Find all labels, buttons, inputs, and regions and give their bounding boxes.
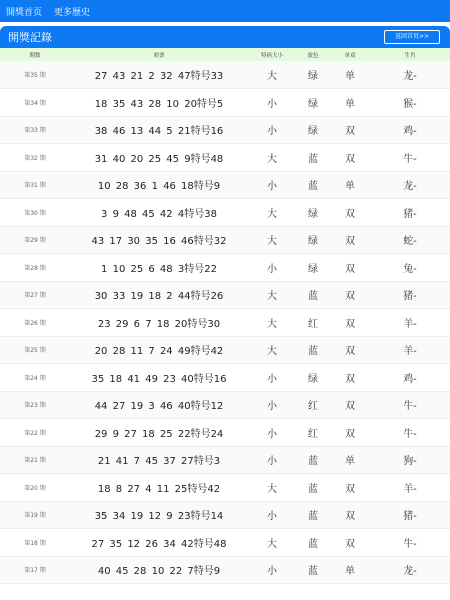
table-row	[0, 501, 450, 529]
color-cell: 红	[308, 401, 318, 413]
header-size: 特码大小	[260, 52, 283, 59]
size-cell: 大	[267, 318, 277, 330]
table-row	[0, 529, 450, 557]
numbers-cell: 30 33 19 18 2 44特号26	[94, 291, 224, 303]
numbers-cell: 23 29 6 7 18 20特号30	[97, 318, 221, 330]
parity-cell: 双	[345, 291, 355, 303]
table-row	[0, 144, 450, 172]
zodiac-cell: 牛-	[403, 428, 417, 440]
numbers-cell: 27 43 21 2 32 47特号33	[94, 71, 224, 82]
parity-cell: 单	[345, 71, 355, 82]
parity-cell: 双	[345, 263, 355, 275]
header-numbers: 彩票	[153, 52, 165, 59]
color-cell: 蓝	[308, 511, 318, 523]
zodiac-cell: 兔-	[403, 263, 417, 275]
panel-title: 開獎記錄	[8, 31, 52, 44]
period-cell: 第30 期	[24, 209, 46, 217]
table-header-row	[0, 48, 450, 61]
period-cell: 第24 期	[24, 374, 46, 382]
parity-cell: 单	[345, 181, 355, 193]
numbers-cell: 40 45 28 10 22 7特号9	[97, 566, 221, 578]
parity-cell: 双	[345, 346, 355, 358]
color-cell: 红	[308, 318, 318, 330]
table-row	[0, 556, 450, 584]
parity-cell: 双	[345, 318, 355, 330]
table-row	[0, 226, 450, 254]
zodiac-cell: 猪-	[403, 208, 417, 220]
nav-home-link[interactable]: 開獎首页	[6, 7, 43, 18]
size-cell: 大	[267, 236, 277, 248]
color-cell: 蓝	[308, 153, 318, 165]
zodiac-cell: 猪-	[403, 511, 417, 523]
size-cell: 小	[267, 373, 277, 385]
color-cell: 蓝	[308, 346, 318, 358]
size-cell: 大	[267, 483, 277, 495]
zodiac-cell: 鸡-	[403, 373, 417, 385]
period-cell: 第25 期	[24, 347, 46, 355]
size-cell: 小	[267, 401, 277, 413]
numbers-cell: 35 18 41 49 23 40特号16	[91, 373, 227, 385]
color-cell: 绿	[308, 126, 318, 138]
size-cell: 小	[267, 428, 277, 440]
zodiac-cell: 猴-	[403, 98, 417, 110]
zodiac-cell: 龙-	[403, 181, 417, 193]
color-cell: 绿	[308, 373, 318, 385]
table-row	[0, 199, 450, 227]
table-row	[0, 116, 450, 144]
color-cell: 蓝	[308, 181, 318, 193]
numbers-cell: 3 9 48 45 42 4特号38	[101, 208, 217, 220]
parity-cell: 双	[345, 428, 355, 440]
numbers-cell: 18 8 27 4 11 25特号42	[97, 483, 221, 495]
zodiac-cell: 羊-	[403, 346, 417, 358]
size-cell: 大	[267, 538, 277, 550]
period-cell: 第20 期	[24, 484, 46, 492]
size-cell: 小	[267, 263, 277, 275]
header-zodiac: 生肖	[404, 52, 416, 59]
table-row	[0, 446, 450, 474]
size-cell: 大	[267, 291, 277, 303]
color-cell: 绿	[308, 208, 318, 220]
numbers-cell: 44 27 19 3 46 40特号12	[94, 401, 224, 413]
period-cell: 第23 期	[24, 402, 46, 410]
table-row	[0, 309, 450, 337]
period-cell: 第22 期	[24, 429, 46, 437]
zodiac-cell: 猪-	[403, 291, 417, 303]
panel-header	[0, 26, 450, 48]
results-table	[0, 48, 450, 584]
period-cell: 第31 期	[24, 182, 46, 190]
size-cell: 小	[267, 181, 277, 193]
parity-cell: 双	[345, 538, 355, 550]
parity-cell: 单	[345, 566, 355, 578]
numbers-cell: 31 40 20 25 45 9特号48	[94, 153, 224, 165]
size-cell: 大	[267, 71, 277, 82]
table-row	[0, 364, 450, 392]
size-cell: 大	[267, 153, 277, 165]
zodiac-cell: 羊-	[403, 318, 417, 330]
color-cell: 绿	[308, 236, 318, 248]
table-row	[0, 171, 450, 199]
size-cell: 小	[267, 126, 277, 138]
zodiac-cell: 羊-	[403, 483, 417, 495]
zodiac-cell: 龙-	[403, 566, 417, 578]
period-cell: 第28 期	[24, 264, 46, 272]
table-row	[0, 391, 450, 419]
zodiac-cell: 鸡-	[403, 126, 417, 138]
size-cell: 小	[267, 456, 277, 468]
numbers-cell: 20 28 11 7 24 49特号42	[94, 346, 224, 358]
numbers-cell: 21 41 7 45 37 27特号3	[97, 456, 221, 468]
period-cell: 第35 期	[24, 72, 46, 79]
table-row	[0, 89, 450, 117]
parity-cell: 双	[345, 208, 355, 220]
parity-cell: 双	[345, 401, 355, 413]
period-cell: 第34 期	[24, 99, 46, 107]
size-cell: 大	[267, 346, 277, 358]
zodiac-cell: 牛-	[403, 538, 417, 550]
table-row	[0, 281, 450, 309]
period-cell: 第29 期	[24, 237, 46, 245]
table-row	[0, 254, 450, 282]
header-color: 波色	[307, 52, 319, 59]
color-cell: 绿	[308, 98, 318, 110]
numbers-cell: 29 9 27 18 25 22特号24	[94, 428, 224, 440]
numbers-cell: 10 28 36 1 46 18特号9	[97, 181, 221, 193]
color-cell: 红	[308, 428, 318, 440]
size-cell: 小	[267, 511, 277, 523]
color-cell: 蓝	[308, 291, 318, 303]
color-cell: 蓝	[308, 456, 318, 468]
color-cell: 蓝	[308, 483, 318, 495]
header-period: 期数	[29, 52, 41, 59]
period-cell: 第32 期	[24, 154, 46, 162]
parity-cell: 双	[345, 373, 355, 385]
size-cell: 小	[267, 98, 277, 110]
zodiac-cell: 龙-	[403, 71, 417, 82]
size-cell: 小	[267, 566, 277, 578]
numbers-cell: 35 34 19 12 9 23特号14	[94, 511, 224, 523]
zodiac-cell: 牛-	[403, 401, 417, 413]
top-nav	[0, 0, 450, 22]
parity-cell: 双	[345, 236, 355, 248]
numbers-cell: 27 35 12 26 34 42特号48	[91, 538, 227, 550]
table-row	[0, 474, 450, 502]
color-cell: 绿	[308, 71, 318, 82]
parity-cell: 双	[345, 126, 355, 138]
numbers-cell: 1 10 25 6 48 3特号22	[101, 263, 217, 275]
period-cell: 第17 期	[24, 567, 46, 575]
zodiac-cell: 牛-	[403, 153, 417, 165]
period-cell: 第26 期	[24, 319, 46, 327]
parity-cell: 单	[345, 98, 355, 110]
size-cell: 大	[267, 208, 277, 220]
nav-history-link[interactable]: 更多歷史	[54, 7, 91, 18]
parity-cell: 双	[345, 153, 355, 165]
period-cell: 第27 期	[24, 292, 46, 300]
numbers-cell: 18 35 43 28 10 20特号5	[94, 98, 224, 110]
period-cell: 第18 期	[24, 539, 46, 547]
numbers-cell: 38 46 13 44 5 21特号16	[94, 126, 224, 138]
period-cell: 第19 期	[24, 512, 46, 520]
header-parity: 单双	[344, 52, 356, 59]
back-home-button[interactable]: 返回首页>>	[384, 30, 440, 44]
color-cell: 蓝	[308, 538, 318, 550]
period-cell: 第21 期	[24, 457, 46, 465]
numbers-cell: 43 17 30 35 16 46特号32	[91, 236, 227, 248]
table-row	[0, 419, 450, 447]
parity-cell: 双	[345, 511, 355, 523]
zodiac-cell: 狗-	[403, 456, 417, 468]
table-row	[0, 61, 450, 89]
period-cell: 第33 期	[24, 127, 46, 135]
color-cell: 绿	[308, 263, 318, 275]
parity-cell: 单	[345, 456, 355, 468]
table-row	[0, 336, 450, 364]
color-cell: 蓝	[308, 566, 318, 578]
zodiac-cell: 蛇-	[403, 236, 417, 248]
parity-cell: 双	[345, 483, 355, 495]
